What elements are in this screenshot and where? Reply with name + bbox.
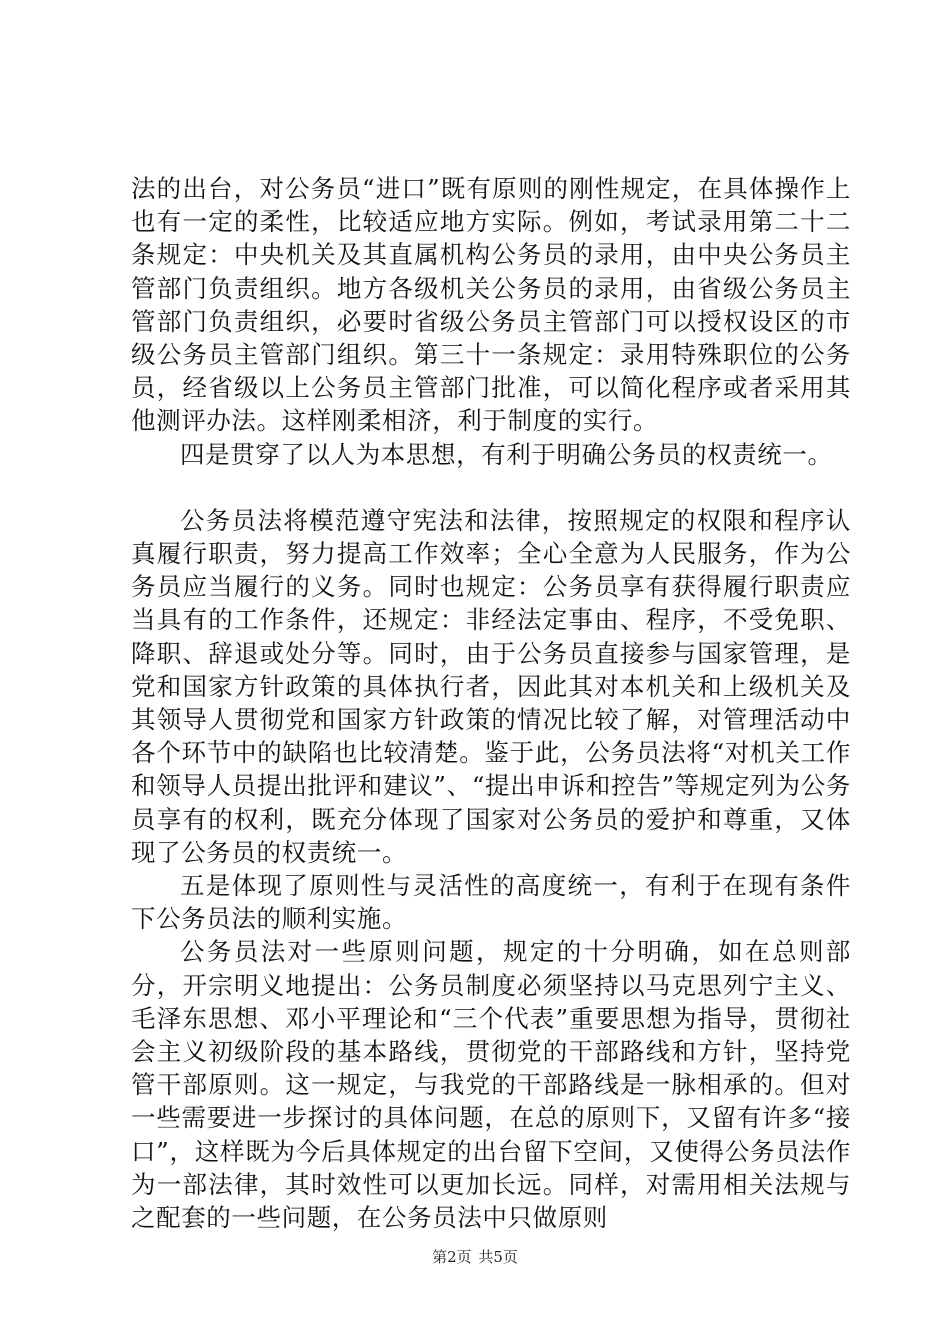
page-number: 第2页 — [432, 1248, 472, 1266]
page-total: 共5页 — [478, 1248, 518, 1266]
page-footer — [0, 1246, 950, 1267]
paragraph-point-four-heading: 四是贯穿了以人为本思想，有利于明确公务员的权责统一。 — [180, 439, 833, 469]
paragraph-point-five-heading: 五是体现了原则性与灵活性的高度统一，有利于在现有条件下公务员法的顺利实施。 — [131, 871, 851, 934]
paragraph-principles: 公务员法对一些原则问题，规定的十分明确，如在总则部分，开宗明义地提出：公务员制度必须坚持以马克思列宁主义、毛泽东思想、邓小平理论和“三个代表”重要思想为指导，贯彻社会主义初级阶段的基本路线，贯彻党的干部路线和方针，坚持党管干部原则。这一规定，与我党的干部路线是一脉相承的。但对一些需要进一步探讨的具体问题，在总的原则下，又留有许多“接口”，这样既为今后具体规定的出台留下空间，又使得公务员法作为一部法律，其时效性可以更加长远。同样，对需用相关法规与之配套的一些问题，在公务员法中只做原则 — [131, 937, 851, 1233]
document-body — [131, 172, 851, 1234]
paragraph-rights-duties: 公务员法将模范遵守宪法和法律，按照规定的权限和程序认真履行职责，努力提高工作效率；全心全意为人民服务，作为公务员应当履行的义务。同时也规定：公务员享有获得履行职责应当具有的工作条件，还规定：非经法定事由、程序，不受免职、降职、辞退或处分等。同时，由于公务员直接参与国家管理，是党和国家方针政策的具体执行者，因此其对本机关和上级机关及其领导人贯彻党和国家方针政策的情况比较了解，对管理活动中各个环节中的缺陷也比较清楚。鉴于此，公务员法将“对机关工作和领导人员提出批评和建议”、“提出申诉和控告”等规定列为公务员享有的权利，既充分体现了国家对公务员的爱护和尊重，又体现了公务员的权责统一。 — [131, 505, 851, 867]
paragraph-continuation: 法的出台，对公务员“进口”既有原则的刚性规定，在具体操作上也有一定的柔性，比较适应地方实际。例如，考试录用第二十二条规定：中央机关及其直属机构公务员的录用，由中央公务员主管部门负责组织。地方各级机关公务员的录用，由省级公务员主管部门负责组织，必要时省级公务员主管部门可以授权设区的市级公务员主管部门组织。第三十一条规定：录用特殊职位的公务员，经省级以上公务员主管部门批准，可以简化程序或者采用其他测评办法。这样刚柔相济，利于制度的实行。 — [131, 174, 851, 436]
